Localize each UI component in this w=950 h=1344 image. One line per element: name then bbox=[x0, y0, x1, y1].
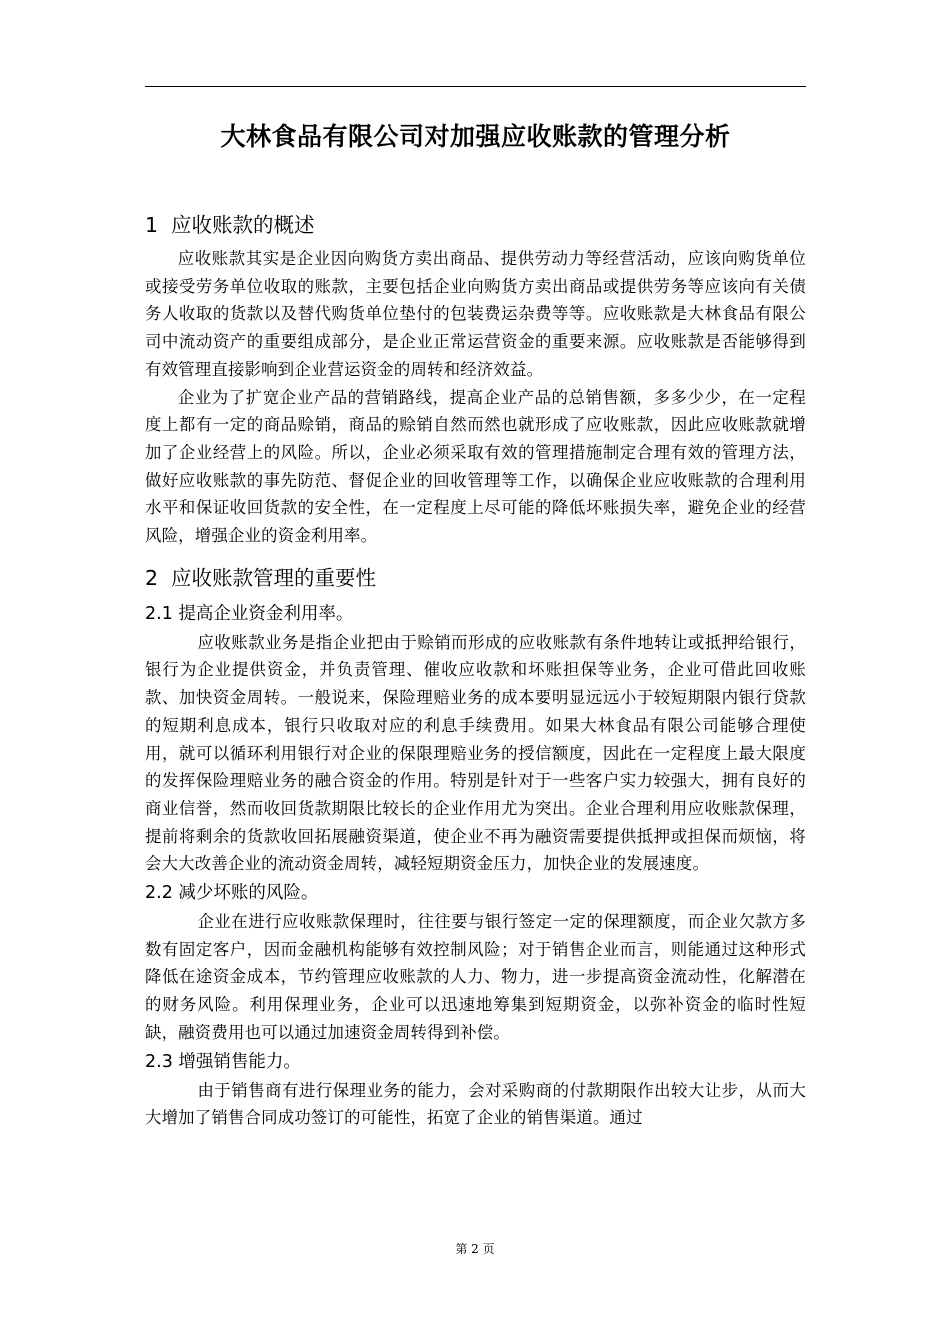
subsection-2-3-paragraph: 由于销售商有进行保理业务的能力，会对采购商的付款期限作出较大让步，从而大大增加了销售合同成功签订的可能性，拓宽了企业的销售渠道。通过 bbox=[145, 1080, 806, 1128]
section-1-paragraph-2: 企业为了扩宽企业产品的营销路线，提高企业产品的总销售额，多多少少，在一定程度上都有一定的商品赊销，商品的赊销自然而然也就形成了应收账款，因此应收账款就增加了企业经营上的风险。所以，企业必须采取有效的管理措施制定合理有效的管理方法，做好应收账款的事先防范、督促企业的回收管理等工作，以确保企业应收账款的合理利用水平和保证收回货款的安全性，在一定程度上尽可能的降低坏账损失率，避免企业的经营风险，增强企业的资金利用率。 bbox=[145, 387, 806, 546]
section-2-heading-text: 应收账款管理的重要性 bbox=[171, 565, 376, 590]
subsection-2-3-heading: 2.3 增强销售能力。 bbox=[145, 1051, 301, 1072]
subsection-2-1-heading: 2.1 提高企业资金利用率。 bbox=[145, 603, 354, 624]
section-1-paragraph-1: 应收账款其实是企业因向购货方卖出商品、提供劳动力等经营活动，应该向购货单位或接受劳务单位收取的账款，主要包括企业向购货方卖出商品或提供劳务等应该向有关债务人收取的货款以及替代购货单位垫付的包装费运杂费等等。应收账款是大林食品有限公司中流动资产的重要组成部分，是企业正常运营资金的重要来源。应收账款是否能够得到有效管理直接影响到企业营运资金的周转和经济效益。 bbox=[145, 249, 806, 379]
subsection-2-2-heading: 2.2 减少坏账的风险。 bbox=[145, 883, 319, 904]
page-content bbox=[145, 114, 806, 1132]
section-1-heading-text: 应收账款的概述 bbox=[171, 213, 315, 237]
document-title: 大林食品有限公司对加强应收账款的管理分析 bbox=[220, 122, 731, 151]
subsection-2-1-paragraph: 应收账款业务是指企业把由于赊销而形成的应收账款有条件地转让或抵押给银行，银行为企业提供资金，并负责管理、催收应收款和坏账担保等业务，企业可借此回收账款、加快资金周转。一般说来，保险理赔业务的成本要明显远远小于较短期限内银行贷款的短期利息成本，银行只收取对应的利息手续费用。如果大林食品有限公司能够合理使用，就可以循环利用银行对企业的保限理赔业务的授信额度，因此在一定程度上最大限度的发挥保险理赔业务的融合资金的作用。特别是针对于一些客户实力较强大，拥有良好的商业信誉，然而收回货款期限比较长的企业作用尤为突出。企业合理利用应收账款保理，提前将剩余的货款收回拓展融资渠道，使企业不再为融资需要提供抵押或担保而烦恼，将会大大改善企业的流动资金周转，减轻短期资金压力，加快企业的发展速度。 bbox=[145, 632, 806, 874]
section-1-heading bbox=[145, 207, 806, 243]
section-1-number: 1 bbox=[145, 213, 159, 237]
subsection-2-2-paragraph: 企业在进行应收账款保理时，往往要与银行签定一定的保理额度，而企业欠款方多数有固定客户，因而金融机构能够有效控制风险；对于销售企业而言，则能通过这种形式降低在途资金成本，节约管理应收账款的人力、物力，进一步提高资金流动性，化解潜在的财务风险。利用保理业务，企业可以迅速地筹集到短期资金，以弥补资金的临时性短缺，融资费用也可以通过加速资金周转得到补偿。 bbox=[145, 912, 806, 1042]
section-2-heading bbox=[145, 560, 806, 596]
page-number-footer: 第 2 页 bbox=[455, 1242, 495, 1256]
header-rule bbox=[145, 86, 806, 87]
section-2-number: 2 bbox=[145, 565, 159, 590]
